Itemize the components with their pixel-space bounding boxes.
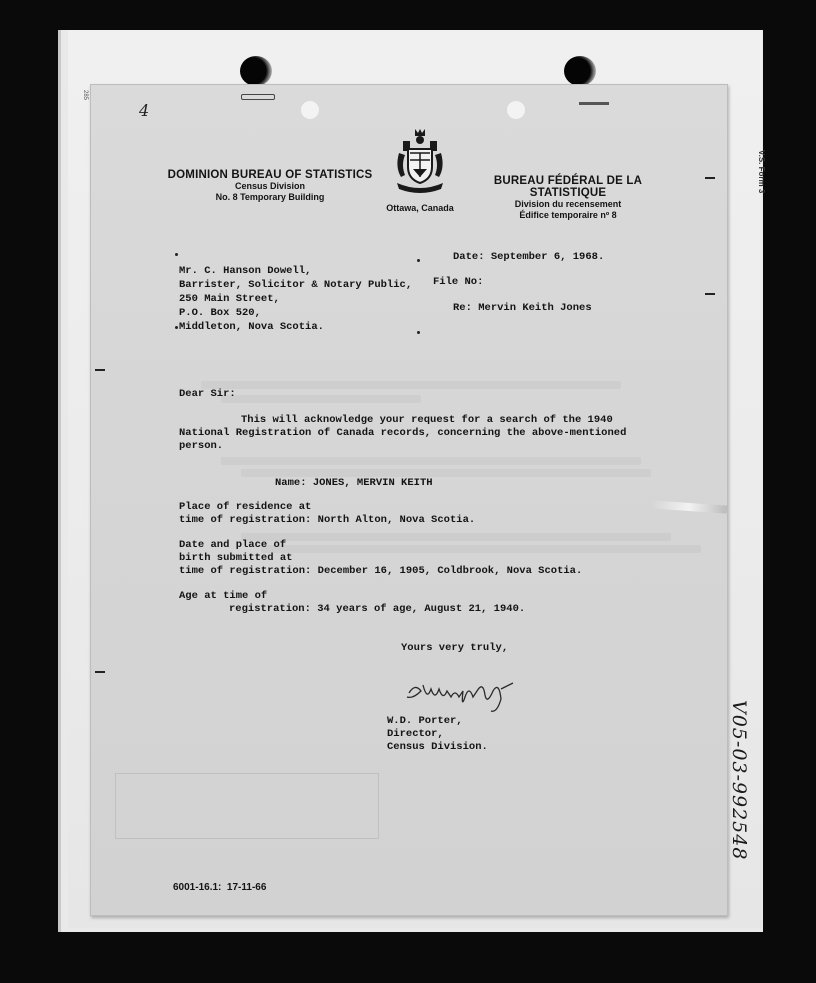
date-value: September 6, 1968. xyxy=(490,251,605,263)
signatory-division: Census Division. xyxy=(387,741,488,753)
margin-tick xyxy=(705,293,715,295)
residence-label: Place of residence at xyxy=(179,501,312,513)
age-line xyxy=(229,603,525,616)
age-value: 34 years of age, August 21, 1940. xyxy=(317,603,526,615)
show-through-text xyxy=(261,545,701,553)
birth-line xyxy=(179,565,582,578)
staple-mark xyxy=(241,94,275,100)
name-value: JONES, MERVIN KEITH xyxy=(312,477,433,489)
handwritten-file-reference: V05-03-992548 xyxy=(728,700,750,861)
age-label: registration: xyxy=(229,603,311,615)
show-through-text xyxy=(241,469,651,477)
speck xyxy=(175,253,178,256)
letter-punch-hole xyxy=(507,101,525,119)
birth-value: December 16, 1905, Coldbrook, Nova Scotia. xyxy=(317,565,583,577)
letterhead-french xyxy=(463,175,673,221)
paper-fold xyxy=(651,500,727,513)
organization-name-fr: BUREAU FÉDÉRAL DE LA STATISTIQUE xyxy=(493,175,643,199)
date-label: Date: xyxy=(453,251,485,263)
division-en: Census Division xyxy=(234,181,306,191)
recipient-title: Barrister, Solicitor & Notary Public, xyxy=(179,279,413,291)
show-through-text xyxy=(201,381,621,389)
recipient-street: 250 Main Street, xyxy=(179,293,280,305)
letterhead-english xyxy=(165,169,375,203)
address-fr: Édifice temporaire nº 8 xyxy=(519,210,617,220)
birth-label: birth submitted at xyxy=(179,552,293,564)
letter-punch-hole xyxy=(301,101,319,119)
residence-label: time of registration: xyxy=(179,514,312,526)
signatory-title: Director, xyxy=(387,728,444,740)
speck xyxy=(417,259,420,262)
speck xyxy=(175,326,178,329)
city: Ottawa, Canada xyxy=(386,203,454,213)
file-number-label: File No: xyxy=(433,276,484,288)
margin-tick xyxy=(705,177,715,179)
margin-tick xyxy=(95,369,105,371)
address-en: No. 8 Temporary Building xyxy=(215,192,325,202)
re-label: Re: xyxy=(453,302,472,314)
show-through-text xyxy=(241,533,671,541)
paragraph-line: National Registration of Canada records, concerning the above-mentioned xyxy=(179,427,627,439)
speck xyxy=(417,331,420,334)
form-code: 6001-16.1: 17-11-66 xyxy=(173,882,267,893)
signatory-name: W.D. Porter, xyxy=(387,715,463,727)
punch-hole-left xyxy=(240,56,272,86)
age-label: Age at time of xyxy=(179,590,268,602)
pencil-page-mark: 4 xyxy=(139,101,150,120)
valediction: Yours very truly, xyxy=(401,642,509,654)
date-line xyxy=(453,251,604,264)
name-line xyxy=(275,477,433,490)
re-line xyxy=(453,302,592,315)
name-label: Name: xyxy=(275,477,307,489)
margin-tick xyxy=(95,671,105,673)
recipient-po-box: P.O. Box 520, xyxy=(179,307,261,319)
show-through-text xyxy=(221,395,421,403)
letter-page xyxy=(90,84,728,916)
recipient-city: Middleton, Nova Scotia. xyxy=(179,321,324,333)
re-value: Mervin Keith Jones xyxy=(478,302,592,314)
coat-of-arms-icon xyxy=(391,127,449,195)
show-through-text xyxy=(221,457,641,465)
residence-value: North Alton, Nova Scotia. xyxy=(317,514,476,526)
paragraph-line: This will acknowledge your request for a search of the 1940 xyxy=(241,414,613,426)
paragraph-line: person. xyxy=(179,440,224,452)
stamp-number: 285 xyxy=(82,90,88,101)
residence-line xyxy=(179,514,475,527)
organization-name-en: DOMINION BUREAU OF STATISTICS xyxy=(167,169,373,181)
handwritten-signature xyxy=(401,675,531,715)
file-number-line xyxy=(433,276,490,289)
show-through-box xyxy=(115,773,379,839)
staple-mark xyxy=(579,102,609,105)
division-fr: Division du recensement xyxy=(514,199,622,209)
punch-hole-right xyxy=(564,56,596,86)
recipient-name: Mr. C. Hanson Dowell, xyxy=(179,265,312,277)
form-label: V.S. Form 3 xyxy=(757,150,766,194)
salutation: Dear Sir: xyxy=(179,388,236,400)
birth-label: Date and place of xyxy=(179,539,287,551)
birth-label: time of registration: xyxy=(179,565,312,577)
